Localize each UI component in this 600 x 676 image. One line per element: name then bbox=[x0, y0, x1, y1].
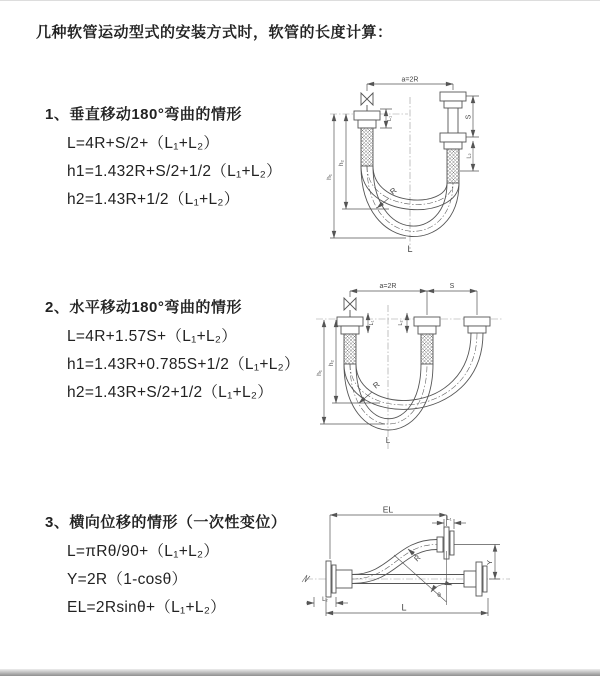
dim-label-l1: L₁ bbox=[446, 516, 452, 522]
section-1-formula-h2: h2=1.43R+1/2（L₁+L₂） bbox=[67, 191, 240, 208]
radius-label: R bbox=[388, 185, 399, 197]
section-3-formula-EL: EL=2Rsinθ+（L₁+L₂） bbox=[67, 599, 226, 616]
dim-label-l1: L₁ bbox=[387, 116, 393, 121]
section-1-formula-L: L=4R+S/2+（L₁+L₂） bbox=[67, 135, 220, 152]
section-2-text bbox=[45, 296, 300, 407]
angle-label: θ bbox=[437, 592, 441, 599]
dim-label-l1: L₁ bbox=[369, 320, 375, 326]
dim-label-h1: h₁ bbox=[326, 174, 333, 180]
section-1-formula-h1: h1=1.432R+S/2+1/2（L₁+L₂） bbox=[67, 163, 282, 180]
diagram-horizontal-180-bend bbox=[302, 277, 600, 462]
left-pipe-end bbox=[354, 93, 380, 166]
right-pipe-end bbox=[440, 92, 466, 183]
displaced-flange bbox=[437, 527, 454, 559]
angle-construction bbox=[394, 549, 452, 605]
dim-label-h2: h₂ bbox=[328, 359, 335, 367]
section-1-heading: 1、垂直移动180°弯曲的情形 bbox=[45, 106, 242, 123]
section-3-formula-L: L=πRθ/90+（L₁+L₂） bbox=[67, 543, 220, 560]
diagram-lateral-displacement bbox=[298, 503, 598, 653]
valve-icon bbox=[344, 298, 356, 310]
dim-label-el: EL bbox=[382, 504, 394, 515]
section-2-formula-h2: h2=1.43R+S/2+1/2（L₁+L₂） bbox=[67, 384, 274, 401]
section-1-text bbox=[45, 103, 282, 214]
dim-label-a2r: a=2R bbox=[379, 283, 397, 290]
valve-icon bbox=[361, 93, 373, 105]
break-symbol bbox=[302, 575, 310, 582]
hose-u-bend bbox=[344, 333, 483, 430]
dim-label-h2: h₂ bbox=[338, 159, 345, 167]
dim-label-l2: L₂ bbox=[322, 597, 328, 603]
middle-pipe-end bbox=[414, 317, 440, 364]
dim-label-s: S bbox=[465, 114, 473, 120]
dim-label-l2: L₂ bbox=[466, 153, 473, 159]
dim-label-a2r: a=2R bbox=[401, 76, 419, 84]
page-title: 几种软管运动型式的安装方式时，软管的长度计算： bbox=[36, 24, 393, 41]
section-3-heading: 3、横向位移的情形（一次性变位） bbox=[45, 514, 287, 531]
diagram-vertical-180-bend bbox=[310, 71, 590, 261]
dim-label-y: Y bbox=[485, 559, 494, 566]
radius-label: R bbox=[412, 553, 423, 564]
dim-label-l2: L₂ bbox=[398, 320, 404, 326]
left-pipe-end bbox=[337, 298, 363, 364]
section-3-text bbox=[45, 511, 286, 622]
braided-hose-section bbox=[361, 128, 373, 166]
section-2-formula-h1: h1=1.43R+0.785S+1/2（L₁+L₂） bbox=[67, 356, 300, 373]
radius-label: R bbox=[371, 379, 382, 391]
section-2-formula-L: L=4R+1.57S+（L₁+L₂） bbox=[67, 328, 238, 345]
braided-hose-section bbox=[421, 334, 433, 364]
right-pipe-end bbox=[464, 317, 490, 333]
dim-label-h1: h₁ bbox=[316, 370, 323, 376]
section-3-formula-Y: Y=2R（1-cosθ） bbox=[67, 571, 188, 588]
length-label: L bbox=[407, 244, 413, 254]
length-label: L bbox=[401, 602, 407, 613]
length-label: L bbox=[385, 436, 391, 445]
braided-hose-section bbox=[344, 334, 356, 364]
displaced-hose bbox=[352, 540, 437, 584]
dim-label-s: S bbox=[449, 283, 455, 290]
left-flange bbox=[326, 561, 352, 597]
dimension-lines bbox=[320, 291, 477, 424]
section-2-heading: 2、水平移动180°弯曲的情形 bbox=[45, 299, 242, 316]
braided-hose-section bbox=[447, 149, 459, 183]
